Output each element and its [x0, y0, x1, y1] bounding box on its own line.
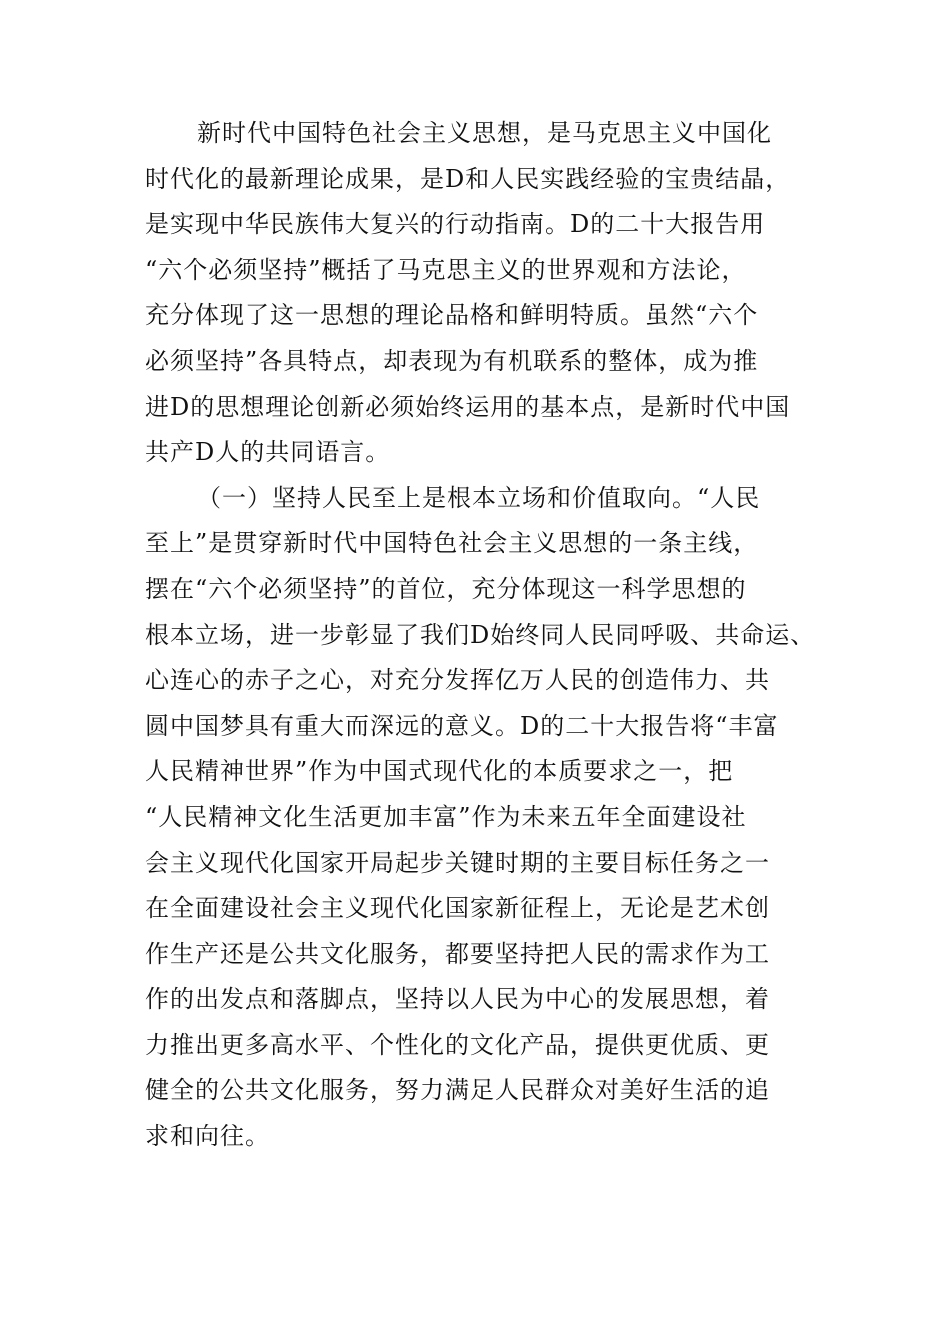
text-line: “人民精神文化生活更加丰富”作为未来五年全面建设社	[145, 802, 747, 831]
text-line: 力推出更多高水平、个性化的文化产品，提供更优质、更	[145, 1030, 770, 1059]
text-line: 进D的思想理论创新必须始终运用的基本点，是新时代中国	[145, 392, 791, 421]
text-line: 作生产还是公共文化服务，都要坚持把人民的需求作为工	[145, 939, 770, 968]
text-line: 根本立场，进一步彰显了我们D始终同人民同呼吸、共命运、	[145, 620, 816, 649]
text-line: 心连心的赤子之心，对充分发挥亿万人民的创造伟力、共	[145, 666, 770, 695]
text-line: 新时代中国特色社会主义思想，是马克思主义中国化	[197, 119, 772, 147]
text-line: 时代化的最新理论成果，是D和人民实践经验的宝贵结晶，	[145, 164, 791, 193]
text-line: 会主义现代化国家开局起步关键时期的主要目标任务之一	[145, 848, 770, 877]
text-line: 摆在“六个必须坚持”的首位，充分体现这一科学思想的	[145, 574, 747, 603]
text-line: 健全的公共文化服务，努力满足人民群众对美好生活的追	[145, 1076, 770, 1105]
text-line: 在全面建设社会主义现代化国家新征程上，无论是艺术创	[145, 894, 770, 923]
text-line: “六个必须坚持”概括了马克思主义的世界观和方法论，	[145, 255, 747, 284]
text-line: 圆中国梦具有重大而深远的意义。D的二十大报告将“丰富	[145, 711, 779, 740]
text-line: 作的出发点和落脚点，坚持以人民为中心的发展思想，着	[145, 985, 770, 1014]
text-line: 充分体现了这一思想的理论品格和鲜明特质。虽然“六个	[145, 301, 759, 330]
text-line: 共产D人的共同语言。	[145, 438, 391, 467]
section-heading-line: （一）坚持人民至上是根本立场和价值取向。“人民	[197, 483, 761, 512]
text-line: 求和向往。	[145, 1122, 270, 1151]
text-line: 至上”是贯穿新时代中国特色社会主义思想的一条主线，	[145, 529, 759, 558]
text-line: 必须坚持”各具特点，却表现为有机联系的整体，成为推	[145, 346, 759, 375]
text-line: 是实现中华民族伟大复兴的行动指南。D的二十大报告用	[145, 210, 766, 239]
document-body	[145, 111, 825, 1160]
text-line: 人民精神世界”作为中国式现代化的本质要求之一，把	[145, 757, 734, 786]
